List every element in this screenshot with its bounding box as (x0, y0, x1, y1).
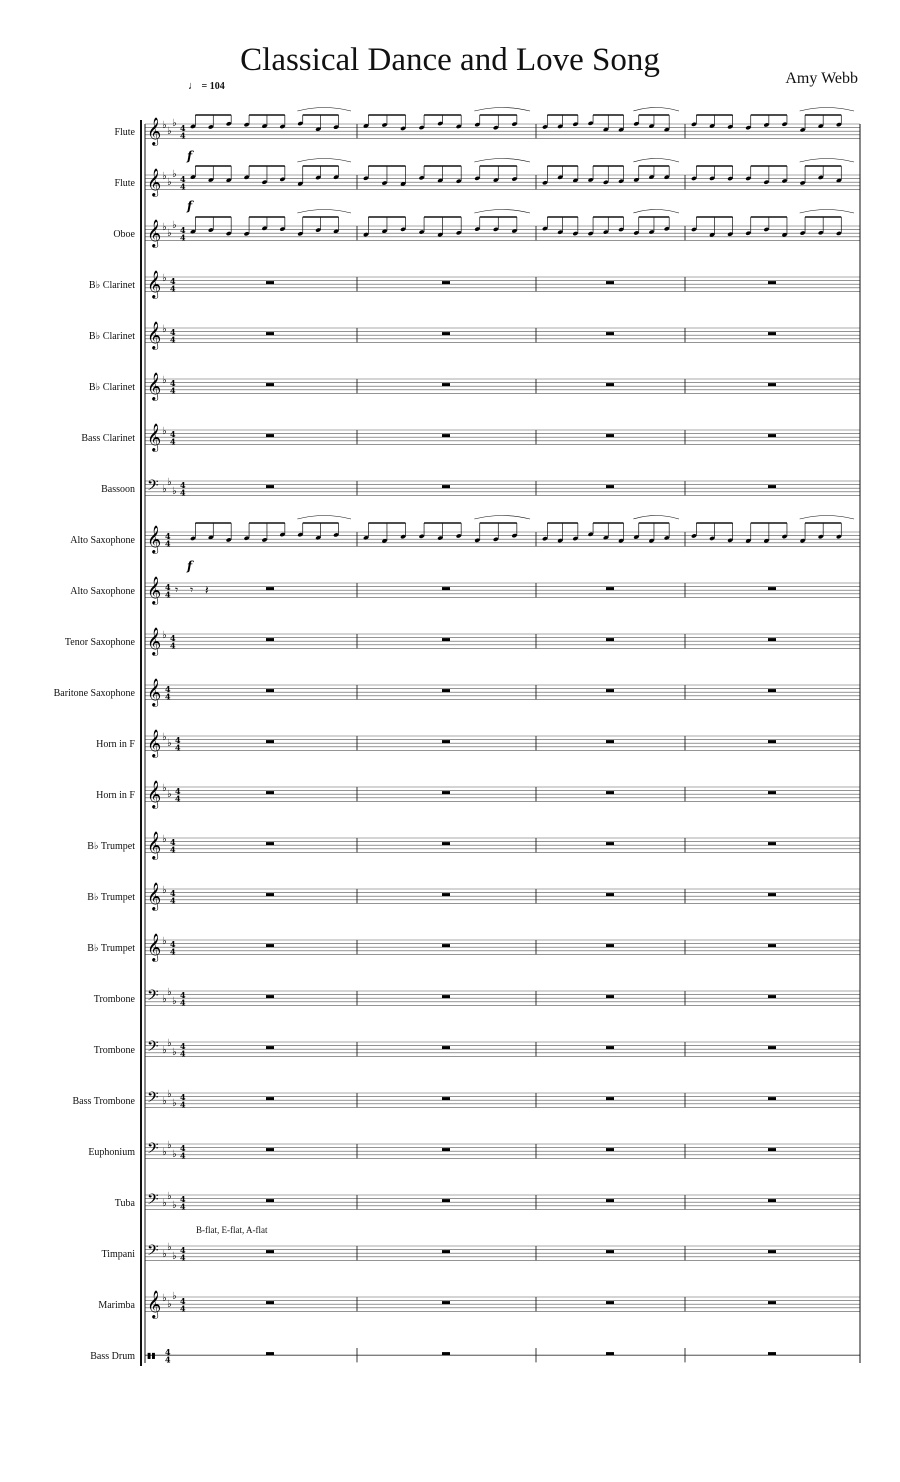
time-signature-bottom: 4 (170, 895, 176, 906)
flat-icon: ♭ (162, 630, 167, 641)
treble-clef-icon: 𝄞 (147, 627, 162, 655)
whole-rest (768, 281, 776, 284)
percussion-clef-icon: ▮▮ (147, 1351, 156, 1360)
time-signature-top: 4 (165, 684, 171, 694)
whole-rest (606, 1352, 614, 1355)
treble-clef-icon: 𝄞 (147, 678, 162, 706)
whole-rest (768, 995, 776, 998)
treble-clef-icon: 𝄞 (147, 321, 162, 349)
time-signature-bottom: 4 (180, 1201, 186, 1212)
time-signature-bottom: 4 (170, 640, 176, 651)
whole-rest (266, 1199, 274, 1202)
flat-icon: ♭ (167, 1140, 172, 1151)
time-signature-top: 4 (180, 123, 186, 133)
instrument-label: Euphonium (88, 1147, 135, 1158)
whole-rest (442, 995, 450, 998)
whole-rest (606, 1046, 614, 1049)
whole-rest (442, 791, 450, 794)
flat-icon: ♭ (167, 987, 172, 998)
instrument-label: Timpani (101, 1249, 135, 1260)
slur (297, 108, 351, 112)
time-signature-bottom: 4 (180, 130, 186, 141)
time-signature-bottom: 4 (180, 997, 186, 1008)
flat-icon: ♭ (162, 375, 167, 386)
bass-clef-icon: 𝄢 (147, 477, 159, 498)
whole-rest (266, 944, 274, 947)
whole-rest (442, 638, 450, 641)
treble-clef-icon: 𝄞 (147, 423, 162, 451)
flat-icon: ♭ (162, 834, 167, 845)
flat-icon: ♭ (162, 1096, 167, 1107)
whole-rest (442, 944, 450, 947)
time-signature-top: 4 (180, 990, 186, 1000)
dynamic-forte: f (187, 559, 193, 573)
slur (633, 210, 679, 214)
whole-rest (768, 893, 776, 896)
time-signature-top: 4 (180, 480, 186, 490)
slur (800, 159, 854, 163)
flat-icon: ♭ (172, 1200, 177, 1211)
instrument-label: Alto Saxophone (70, 535, 135, 546)
slur (297, 159, 351, 163)
whole-rest (606, 842, 614, 845)
whole-rest (768, 791, 776, 794)
instrument-label: Flute (114, 127, 135, 138)
whole-rest (606, 944, 614, 947)
whole-rest (768, 1046, 776, 1049)
bass-clef-icon: 𝄢 (147, 1242, 159, 1263)
whole-rest (768, 944, 776, 947)
slur (297, 516, 351, 520)
instrument-label: Bass Drum (90, 1351, 135, 1362)
time-signature-top: 4 (165, 582, 171, 592)
whole-rest (442, 1301, 450, 1304)
whole-rest (266, 1097, 274, 1100)
time-signature-bottom: 4 (170, 385, 176, 396)
flat-icon: ♭ (162, 120, 167, 131)
flat-icon: ♭ (167, 228, 172, 239)
time-signature-top: 4 (170, 888, 176, 898)
time-signature-top: 4 (180, 1245, 186, 1255)
flat-icon: ♭ (172, 118, 177, 129)
slur (474, 516, 530, 520)
slur (474, 210, 530, 214)
time-signature-bottom: 4 (180, 1150, 186, 1161)
whole-rest (768, 1250, 776, 1253)
treble-clef-icon: 𝄞 (147, 525, 162, 553)
flat-icon: ♭ (167, 126, 172, 137)
bass-clef-icon: 𝄢 (147, 1140, 159, 1161)
time-signature-bottom: 4 (170, 334, 176, 345)
flat-icon: ♭ (172, 1291, 177, 1302)
whole-rest (606, 1301, 614, 1304)
whole-rest (266, 1352, 274, 1355)
treble-clef-icon: 𝄞 (147, 219, 162, 247)
flat-icon: ♭ (162, 1045, 167, 1056)
rest-icon: 𝄽 (205, 583, 209, 597)
time-signature-bottom: 4 (165, 538, 171, 549)
slur (633, 516, 679, 520)
flat-icon: ♭ (162, 222, 167, 233)
treble-clef-icon: 𝄞 (147, 168, 162, 196)
whole-rest (768, 1097, 776, 1100)
whole-rest (606, 638, 614, 641)
instrument-label: Horn in F (96, 739, 135, 750)
time-signature-top: 4 (180, 225, 186, 235)
whole-rest (768, 485, 776, 488)
time-signature-bottom: 4 (170, 946, 176, 957)
treble-clef-icon: 𝄞 (147, 933, 162, 961)
flat-icon: ♭ (162, 1198, 167, 1209)
instrument-label: Tenor Saxophone (64, 637, 135, 648)
flat-icon: ♭ (172, 220, 177, 231)
time-signature-bottom: 4 (180, 232, 186, 243)
flat-icon: ♭ (162, 426, 167, 437)
whole-rest (266, 1148, 274, 1151)
time-signature-top: 4 (170, 429, 176, 439)
whole-rest (606, 1250, 614, 1253)
time-signature-bottom: 4 (175, 742, 181, 753)
whole-rest (606, 893, 614, 896)
whole-rest (768, 740, 776, 743)
whole-rest (266, 332, 274, 335)
treble-clef-icon: 𝄞 (147, 576, 162, 604)
time-signature-bottom: 4 (165, 589, 171, 600)
treble-clef-icon: 𝄞 (147, 780, 162, 808)
time-signature-bottom: 4 (170, 844, 176, 855)
whole-rest (442, 1250, 450, 1253)
time-signature-top: 4 (180, 1041, 186, 1051)
whole-rest (442, 1199, 450, 1202)
time-signature-bottom: 4 (170, 436, 176, 447)
whole-rest (266, 281, 274, 284)
whole-rest (442, 1148, 450, 1151)
flat-icon: ♭ (172, 1149, 177, 1160)
time-signature-bottom: 4 (180, 1252, 186, 1263)
whole-rest (768, 638, 776, 641)
treble-clef-icon: 𝄞 (147, 882, 162, 910)
whole-rest (606, 791, 614, 794)
flat-icon: ♭ (162, 1147, 167, 1158)
whole-rest (768, 587, 776, 590)
time-signature-top: 4 (170, 276, 176, 286)
bass-clef-icon: 𝄢 (147, 1089, 159, 1110)
time-signature-top: 4 (170, 837, 176, 847)
whole-rest (442, 332, 450, 335)
whole-rest (768, 1199, 776, 1202)
bass-clef-icon: 𝄢 (147, 1038, 159, 1059)
whole-rest (606, 434, 614, 437)
instrument-label: Bass Trombone (72, 1096, 135, 1107)
flat-icon: ♭ (162, 484, 167, 495)
flat-icon: ♭ (162, 936, 167, 947)
whole-rest (768, 842, 776, 845)
bass-clef-icon: 𝄢 (147, 1191, 159, 1212)
whole-rest (266, 383, 274, 386)
flat-icon: ♭ (167, 1299, 172, 1310)
time-signature-top: 4 (170, 327, 176, 337)
flat-icon: ♭ (162, 732, 167, 743)
time-signature-bottom: 4 (180, 181, 186, 192)
flat-icon: ♭ (162, 994, 167, 1005)
whole-rest (442, 383, 450, 386)
whole-rest (606, 689, 614, 692)
instrument-label: Trombone (93, 994, 135, 1005)
whole-rest (266, 995, 274, 998)
time-signature-bottom: 4 (180, 1303, 186, 1314)
flat-icon: ♭ (162, 171, 167, 182)
bass-clef-icon: 𝄢 (147, 987, 159, 1008)
whole-rest (768, 689, 776, 692)
whole-rest (768, 332, 776, 335)
whole-rest (442, 281, 450, 284)
flat-icon: ♭ (167, 789, 172, 800)
whole-rest (606, 1148, 614, 1151)
whole-rest (606, 281, 614, 284)
timpani-tuning: B-flat, E-flat, A-flat (196, 1225, 268, 1235)
time-signature-top: 4 (175, 786, 181, 796)
instrument-label: B♭ Clarinet (88, 382, 135, 393)
whole-rest (266, 1046, 274, 1049)
flat-icon: ♭ (162, 1249, 167, 1260)
whole-rest (606, 587, 614, 590)
slur (800, 516, 854, 520)
whole-rest (442, 1046, 450, 1049)
rest-icon: 𝄾 (190, 583, 194, 597)
whole-rest (606, 740, 614, 743)
tempo-value: = 104 (201, 81, 225, 92)
instrument-label: B♭ Clarinet (88, 331, 135, 342)
whole-rest (442, 587, 450, 590)
whole-rest (266, 434, 274, 437)
whole-rest (266, 587, 274, 590)
flat-icon: ♭ (162, 783, 167, 794)
whole-rest (442, 485, 450, 488)
flat-icon: ♭ (167, 738, 172, 749)
time-signature-top: 4 (170, 633, 176, 643)
quarter-note-icon: ♩ (188, 80, 199, 92)
time-signature-top: 4 (175, 735, 181, 745)
instrument-label: B♭ Clarinet (88, 280, 135, 291)
time-signature-bottom: 4 (180, 1048, 186, 1059)
instrument-label: Oboe (113, 229, 135, 240)
time-signature-bottom: 4 (180, 1099, 186, 1110)
time-signature-bottom: 4 (165, 691, 171, 702)
instrument-label: Flute (114, 178, 135, 189)
whole-rest (606, 995, 614, 998)
whole-rest (266, 740, 274, 743)
time-signature-top: 4 (170, 378, 176, 388)
whole-rest (266, 1250, 274, 1253)
flat-icon: ♭ (172, 486, 177, 497)
flat-icon: ♭ (162, 1293, 167, 1304)
slur (633, 159, 679, 163)
whole-rest (768, 383, 776, 386)
instrument-label: B♭ Trumpet (87, 841, 135, 852)
dynamic-forte: f (187, 199, 193, 213)
whole-rest (266, 842, 274, 845)
flat-icon: ♭ (172, 1098, 177, 1109)
time-signature-bottom: 4 (175, 793, 181, 804)
whole-rest (266, 1301, 274, 1304)
flat-icon: ♭ (167, 1089, 172, 1100)
whole-rest (442, 1097, 450, 1100)
treble-clef-icon: 𝄞 (147, 831, 162, 859)
whole-rest (606, 1199, 614, 1202)
flat-icon: ♭ (172, 1047, 177, 1058)
time-signature-top: 4 (180, 1194, 186, 1204)
instrument-label: B♭ Trumpet (87, 892, 135, 903)
time-signature-bottom: 4 (165, 1354, 171, 1365)
time-signature-top: 4 (165, 531, 171, 541)
treble-clef-icon: 𝄞 (147, 117, 162, 145)
whole-rest (442, 689, 450, 692)
instrument-label: Bassoon (101, 484, 135, 495)
whole-rest (266, 485, 274, 488)
whole-rest (768, 434, 776, 437)
composer-name: Amy Webb (785, 70, 858, 87)
instrument-label: Trombone (93, 1045, 135, 1056)
slur (800, 108, 854, 112)
instrument-label: Marimba (98, 1300, 135, 1311)
whole-rest (442, 893, 450, 896)
time-signature-top: 4 (180, 1092, 186, 1102)
slur (633, 108, 679, 112)
score-title: Classical Dance and Love Song (240, 42, 660, 78)
whole-rest (606, 1097, 614, 1100)
treble-clef-icon: 𝄞 (147, 729, 162, 757)
whole-rest (266, 893, 274, 896)
flat-icon: ♭ (162, 324, 167, 335)
time-signature-top: 4 (170, 939, 176, 949)
whole-rest (266, 638, 274, 641)
flat-icon: ♭ (162, 885, 167, 896)
time-signature-top: 4 (180, 1143, 186, 1153)
whole-rest (606, 485, 614, 488)
time-signature-bottom: 4 (170, 283, 176, 294)
flat-icon: ♭ (167, 177, 172, 188)
instrument-label: Tuba (114, 1198, 135, 1209)
flat-icon: ♭ (172, 169, 177, 180)
rest-icon: 𝄾 (175, 583, 179, 597)
treble-clef-icon: 𝄞 (147, 270, 162, 298)
flat-icon: ♭ (167, 1038, 172, 1049)
flat-icon: ♭ (162, 273, 167, 284)
whole-rest (442, 740, 450, 743)
flat-icon: ♭ (172, 1251, 177, 1262)
flat-icon: ♭ (172, 996, 177, 1007)
whole-rest (266, 689, 274, 692)
flat-icon: ♭ (167, 1242, 172, 1253)
slur (474, 159, 530, 163)
instrument-label: Bass Clarinet (81, 433, 135, 444)
slur (474, 108, 530, 112)
whole-rest (606, 383, 614, 386)
time-signature-top: 4 (180, 174, 186, 184)
whole-rest (768, 1301, 776, 1304)
instrument-label: Baritone Saxophone (53, 688, 135, 699)
flat-icon: ♭ (167, 477, 172, 488)
whole-rest (768, 1352, 776, 1355)
slur (297, 210, 351, 214)
whole-rest (768, 1148, 776, 1151)
treble-clef-icon: 𝄞 (147, 1290, 162, 1318)
whole-rest (442, 1352, 450, 1355)
instrument-label: Horn in F (96, 790, 135, 801)
instrument-label: B♭ Trumpet (87, 943, 135, 954)
time-signature-bottom: 4 (180, 487, 186, 498)
whole-rest (442, 434, 450, 437)
time-signature-top: 4 (180, 1296, 186, 1306)
whole-rest (266, 791, 274, 794)
flat-icon: ♭ (167, 1191, 172, 1202)
treble-clef-icon: 𝄞 (147, 372, 162, 400)
whole-rest (606, 332, 614, 335)
instrument-label: Alto Saxophone (70, 586, 135, 597)
time-signature-top: 4 (165, 1347, 171, 1357)
slur (800, 210, 854, 214)
whole-rest (442, 842, 450, 845)
dynamic-forte: f (187, 149, 193, 163)
